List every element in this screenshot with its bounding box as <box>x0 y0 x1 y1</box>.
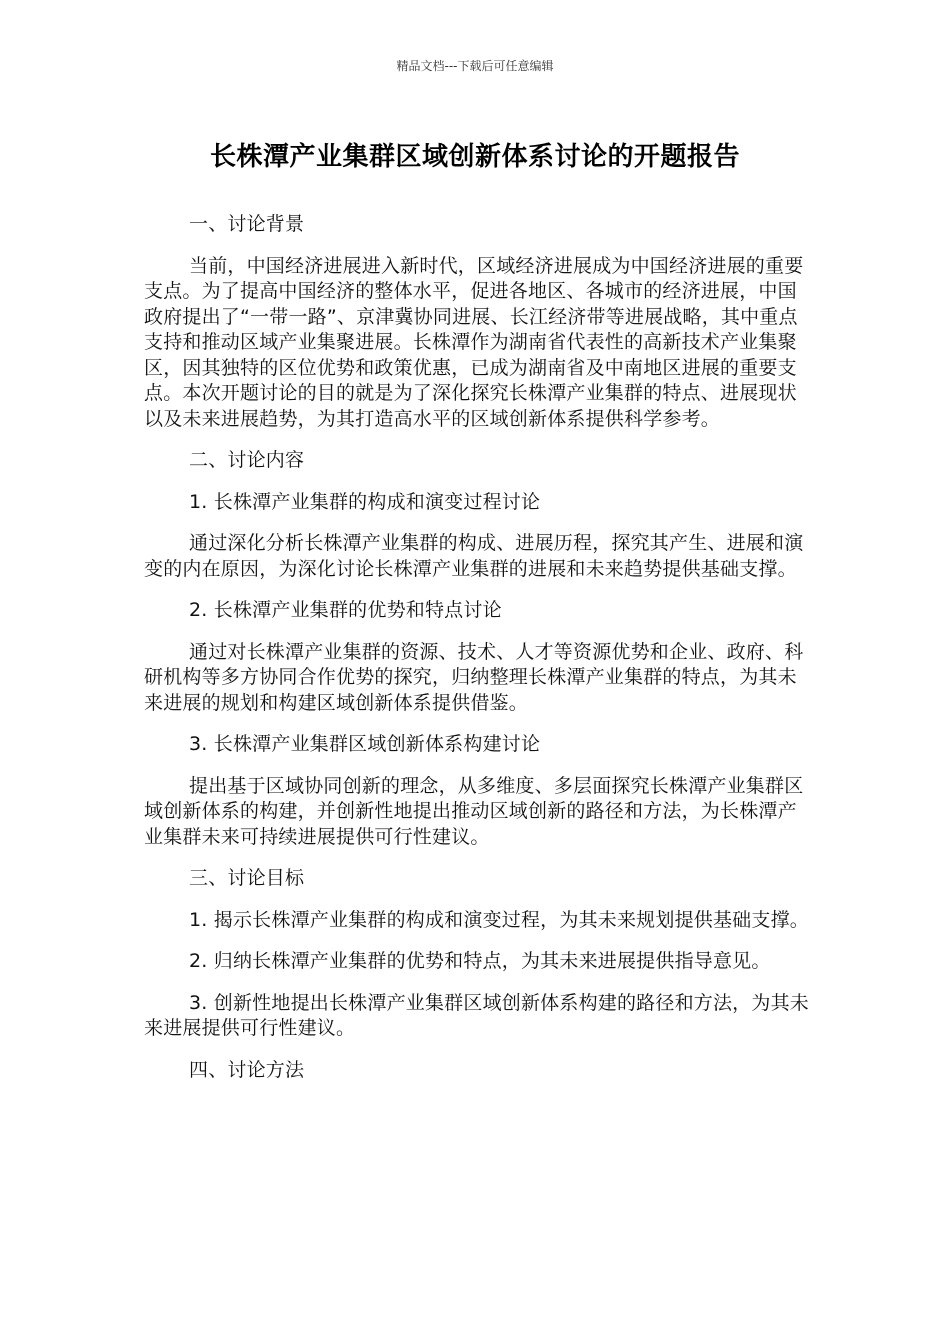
document-body <box>144 212 809 1099</box>
section-heading: 二、讨论内容 <box>189 449 305 471</box>
body-paragraph: 提出基于区域协同创新的理念，从多维度、多层面探究长株潭产业集群区域创新体系的构建，并创新性地提出推动区域创新的路径和方法，为长株潭产业集群未来可持续进展提供可行性建议。 <box>144 774 804 848</box>
numbered-item: 3. 创新性地提出长株潭产业集群区域创新体系构建的路径和方法，为其未来进展提供可行性建议。 <box>144 991 809 1039</box>
numbered-item: 2. 归纳长株潭产业集群的优势和特点，为其未来进展提供指导意见。 <box>189 950 771 972</box>
numbered-item: 1. 揭示长株潭产业集群的构成和演变过程，为其未来规划提供基础支撑。 <box>189 908 809 931</box>
body-paragraph: 通过深化分析长株潭产业集群的构成、进展历程，探究其产生、进展和演变的内在原因，为深化讨论长株潭产业集群的进展和未来趋势提供基础支撑。 <box>144 532 804 580</box>
numbered-item: 3. 长株潭产业集群区域创新体系构建讨论 <box>189 733 541 755</box>
document-title: 长株潭产业集群区域创新体系讨论的开题报告 <box>209 142 740 172</box>
page-header-watermark: 精品文档---下载后可任意编辑 <box>396 59 554 73</box>
section-heading: 一、讨论背景 <box>189 213 305 235</box>
numbered-item: 2. 长株潭产业集群的优势和特点讨论 <box>189 599 502 621</box>
section-heading: 四、讨论方法 <box>189 1058 305 1081</box>
numbered-item: 1. 长株潭产业集群的构成和演变过程讨论 <box>189 490 541 513</box>
body-paragraph: 通过对长株潭产业集群的资源、技术、人才等资源优势和企业、政府、科研机构等多方协同合作优势的探究，归纳整理长株潭产业集群的特点，为其未来进展的规划和构建区域创新体系提供借鉴。 <box>144 640 804 714</box>
body-paragraph: 当前，中国经济进展进入新时代，区域经济进展成为中国经济进展的重要支点。为了提高中国经济的整体水平，促进各地区、各城市的经济进展，中国政府提出了“一带一路”、京津冀协同进展、长江经济带等进展战略，其中重点支持和推动区域产业集聚进展。长株潭作为湖南省代表性的高新技术产业集聚区，因其独特的区位优势和政策优惠，已成为湖南省及中南地区进展的重要支点。本次开题讨论的目的就是为了深化探究长株潭产业集群的特点、进展现状以及未来进展趋势，为其打造高水平的区域创新体系提供科学参考。 <box>144 254 804 430</box>
section-heading: 三、讨论目标 <box>189 867 305 889</box>
